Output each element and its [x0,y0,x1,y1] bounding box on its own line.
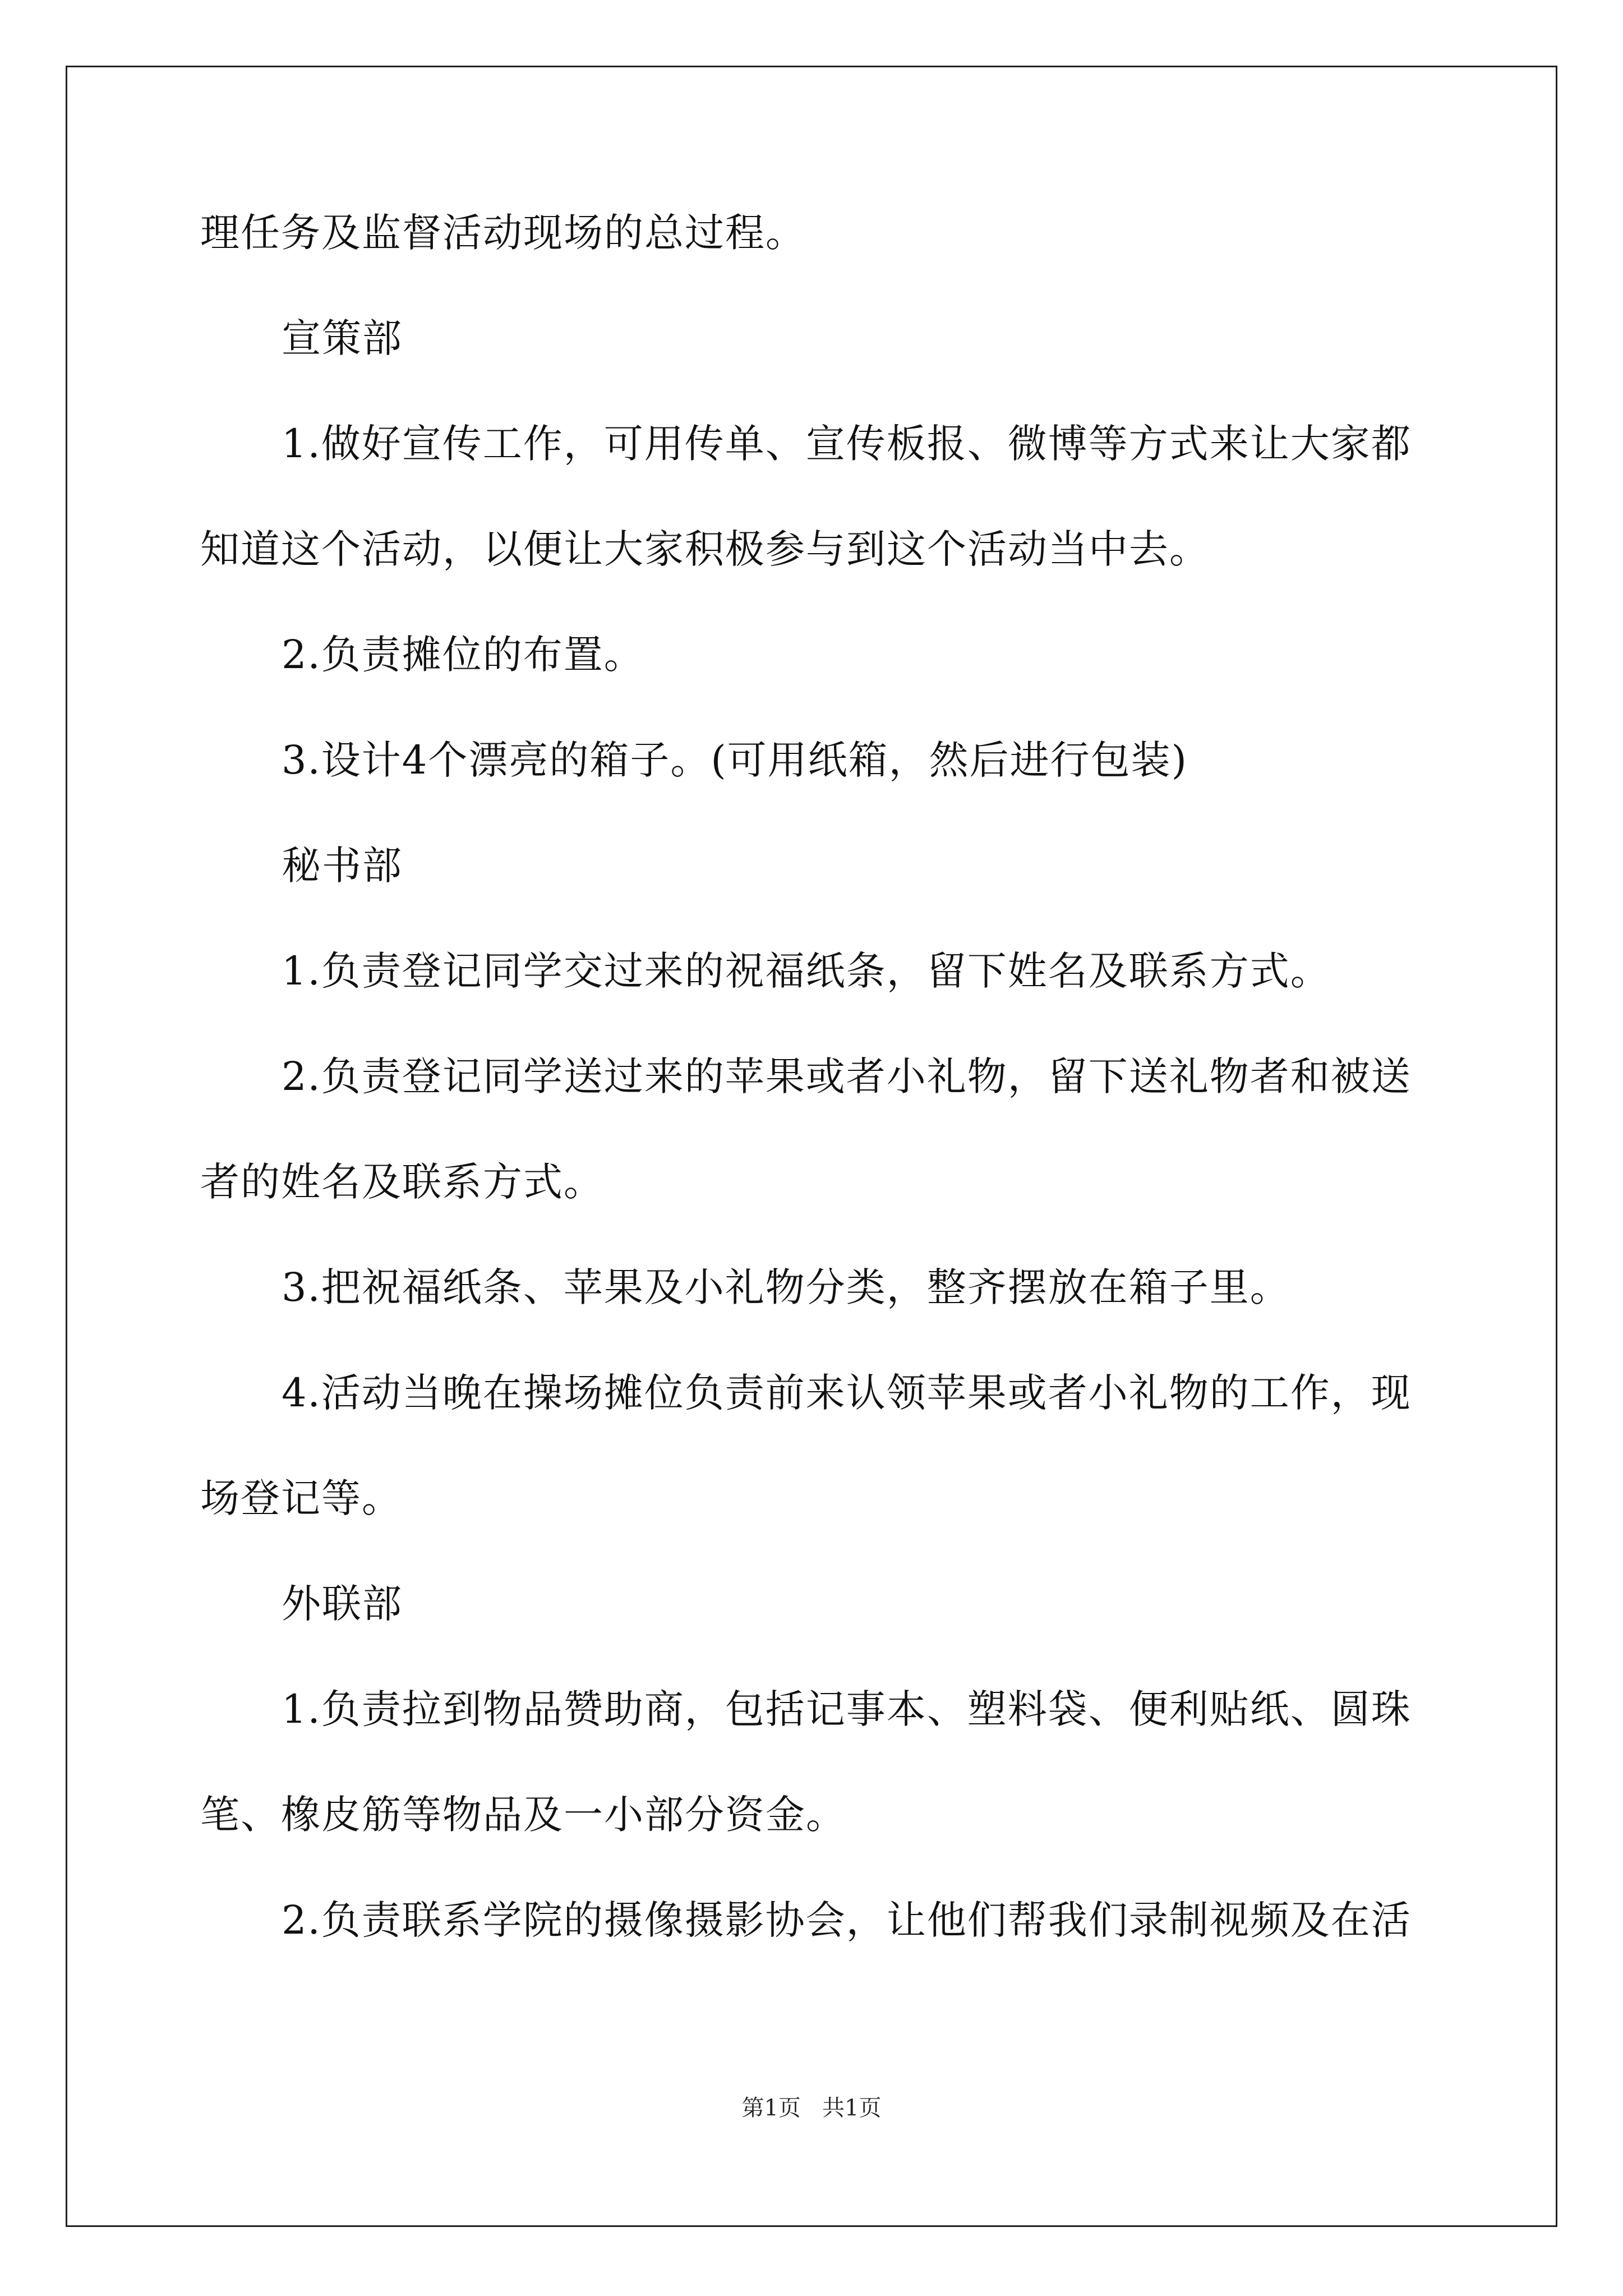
text-line: 笔、橡皮筋等物品及一小部分资金。 [200,1792,846,1838]
text-line: 3.把祝福纸条、苹果及小礼物分类，整齐摆放在箱子里。 [282,1264,1290,1310]
section-heading-secretariat: 秘书部 [282,843,403,889]
section-heading-publicity: 宣策部 [282,315,403,361]
text-line: 1.负责登记同学交过来的祝福纸条，留下姓名及联系方式。 [282,948,1331,994]
text-line: 2.负责摊位的布置。 [282,632,644,678]
text-line: 场登记等。 [200,1475,402,1521]
text-line: 4.活动当晚在操场摊位负责前来认领苹果或者小礼物的工作，现 [282,1370,1412,1416]
text-line: 知道这个活动，以便让大家积极参与到这个活动当中去。 [200,526,1210,572]
section-heading-external-relations: 外联部 [282,1581,403,1627]
page-footer: 第1页 共1页 [741,2095,882,2121]
text-line: 者的姓名及联系方式。 [200,1159,604,1205]
text-line: 1.做好宣传工作，可用传单、宣传板报、微博等方式来让大家都 [282,421,1412,467]
text-line: 2.负责联系学院的摄像摄影协会，让他们帮我们录制视频及在活 [282,1897,1412,1943]
text-line: 理任务及监督活动现场的总过程。 [200,210,806,256]
text-line: 1.负责拉到物品赞助商，包括记事本、塑料袋、便利贴纸、圆珠 [282,1686,1412,1732]
text-line: 3.设计4个漂亮的箱子。(可用纸箱，然后进行包装) [282,737,1188,783]
text-line: 2.负责登记同学送过来的苹果或者小礼物，留下送礼物者和被送 [282,1053,1412,1099]
